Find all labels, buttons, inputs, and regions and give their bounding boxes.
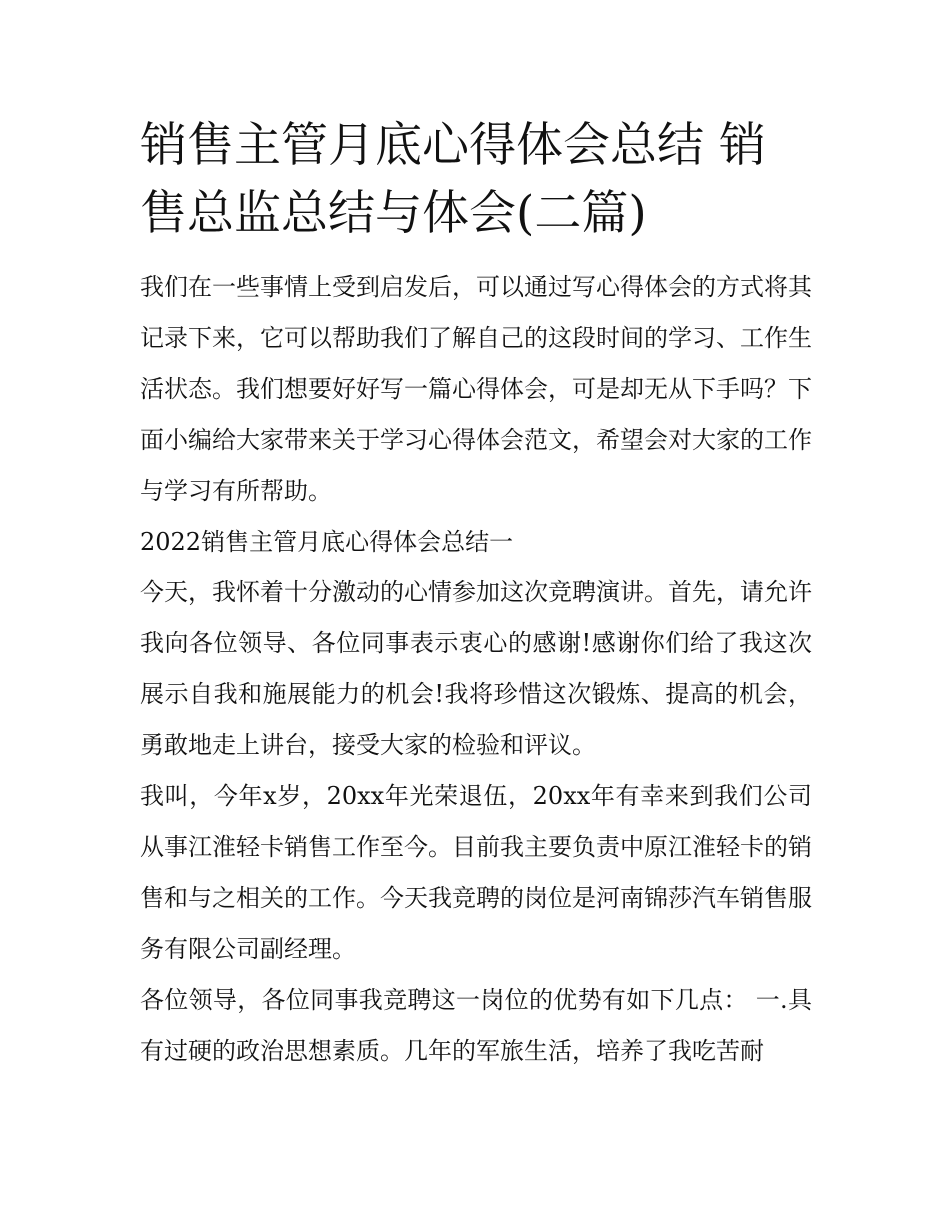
body-paragraph-3: 各位领导，各位同事我竞聘这一岗位的优势有如下几点： 一.具有过硬的政治思想素质。几年的军旅生活，培养了我吃苦耐 [140,985,812,1065]
intro-paragraph: 我们在一些事情上受到启发后，可以通过写心得体会的方式将其记录下来，它可以帮助我们了解自己的这段时间的学习、工作生活状态。我们想要好好写一篇心得体会，可是却无从下手吗？下面小编给大家带来关于学习心得体会范文，希望会对大家的工作与学习有所帮助。 [140,273,812,505]
document-body [140,112,812,1077]
document-title: 销售主管月底心得体会总结 销售总监总结与体会(二篇) [140,118,766,241]
section-heading: 2022销售主管月底心得体会总结一 [140,527,514,556]
body-paragraph-1: 今天，我怀着十分激动的心情参加这次竞聘演讲。首先，请允许我向各位领导、各位同事表示衷心的感谢!感谢你们给了我这次展示自我和施展能力的机会!我将珍惜这次锻炼、提高的机会，勇敢地走上讲台，接受大家的检验和评议。 [140,578,812,760]
body-paragraph-2: 我叫，今年x岁，20xx年光荣退伍，20xx年有幸来到我们公司从事江淮轻卡销售工作至今。目前我主要负责中原江淮轻卡的销售和与之相关的工作。今天我竞聘的岗位是河南锦莎汽车销售服务有限公司副经理。 [140,782,812,963]
